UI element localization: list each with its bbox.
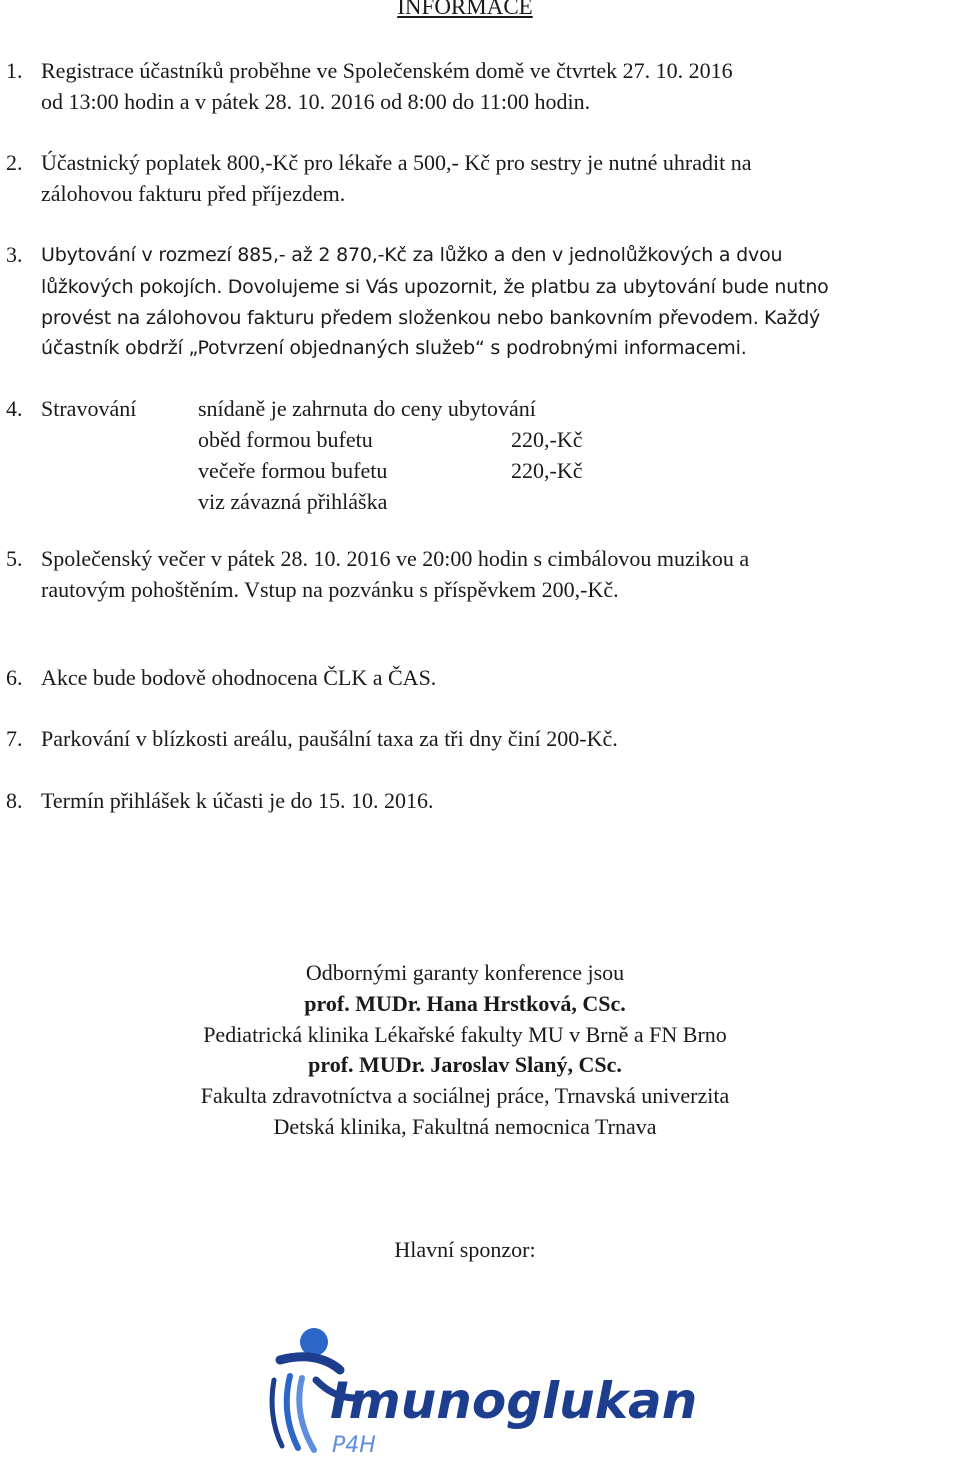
item-3-line-2-a: lůžkových pokojích.: [41, 276, 223, 298]
meals-row: snídaně je zahrnuta do ceny ubytování: [198, 396, 536, 421]
item-3-line-2-b: Dovolujeme si Vás upozornit, že platbu za ubytování bude nutno: [227, 276, 829, 298]
sponsor-logo: [262, 1320, 702, 1460]
item-3-line-2: [41, 271, 829, 302]
item-5-line-2: rautovým pohoštěním. Vstup na pozvánku s příspěvkem 200,-Kč.: [41, 577, 619, 602]
meals-label: Stravování: [41, 396, 137, 421]
item-5-line-1: Společenský večer v pátek 28. 10. 2016 ve 20:00 hodin s cimbálovou muzikou a: [41, 546, 750, 571]
guarantor-name: prof. MUDr. Jaroslav Slaný, CSc.: [308, 1052, 622, 1077]
meals-price: 220,-Kč: [511, 458, 583, 483]
guarantors-intro: Odbornými garanty konference jsou: [305, 960, 625, 985]
item-2-line-1: Účastnický poplatek 800,-Kč pro lékaře a 500,- Kč pro sestry je nutné uhradit na: [41, 150, 752, 175]
item-3-line-1: Ubytování v rozmezí 885,- až 2 870,-Kč za lůžko a den v jednolůžkových a dvou: [41, 244, 783, 266]
item-3-line-3: [41, 302, 820, 333]
page-title: INFORMACE: [397, 0, 533, 19]
logo-subtitle: P4H: [332, 1433, 376, 1458]
item-number: 4.: [6, 396, 23, 421]
item-1-line-2: od 13:00 hodin a v pátek 28. 10. 2016 od 8:00 do 11:00 hodin.: [41, 89, 591, 114]
item-3-line-4: účastník obdrží „Potvrzení objednaných služeb“ s podrobnými informacemi.: [41, 337, 747, 359]
logo-wordmark: Imunoglukan: [330, 1372, 698, 1430]
item-number: 2.: [6, 150, 23, 175]
item-3-line-3-a: provést na zálohovou fakturu předem složenkou nebo bankovním převodem.: [41, 307, 759, 329]
item-number: 8.: [6, 788, 23, 813]
meals-row: oběd formou bufetu: [198, 427, 373, 452]
guarantor-affiliation: Detská klinika, Fakultná nemocnica Trnava: [273, 1114, 657, 1139]
meals-price: 220,-Kč: [511, 427, 583, 452]
item-2-line-2: zálohovou fakturu před příjezdem.: [41, 181, 346, 206]
sponsor-label: Hlavní sponzor:: [394, 1237, 536, 1262]
meals-row: viz závazná přihláška: [198, 489, 388, 514]
guarantor-affiliation: Pediatrická klinika Lékařské fakulty MU v Brně a FN Brno: [203, 1022, 727, 1047]
item-number: 5.: [6, 546, 23, 571]
item-8-line-1: Termín přihlášek k účasti je do 15. 10. 2016.: [41, 788, 434, 813]
item-number: 1.: [6, 58, 23, 83]
item-7-line-1: Parkování v blízkosti areálu, paušální taxa za tři dny činí 200-Kč.: [41, 726, 618, 751]
guarantor-name: prof. MUDr. Hana Hrstková, CSc.: [304, 991, 626, 1016]
item-1-line-1: Registrace účastníků proběhne ve Společenském domě ve čtvrtek 27. 10. 2016: [41, 58, 733, 83]
item-3-line-3-b: Každý: [764, 307, 821, 329]
imunoglukan-logo-icon: [262, 1320, 702, 1460]
item-number: 6.: [6, 665, 23, 690]
meals-row: večeře formou bufetu: [198, 458, 388, 483]
guarantor-affiliation: Fakulta zdravotníctva a sociálnej práce, Trnavská univerzita: [200, 1083, 730, 1108]
item-number: 7.: [6, 726, 23, 751]
item-number: 3.: [6, 242, 23, 267]
item-6-line-1: Akce bude bodově ohodnocena ČLK a ČAS.: [41, 665, 437, 690]
